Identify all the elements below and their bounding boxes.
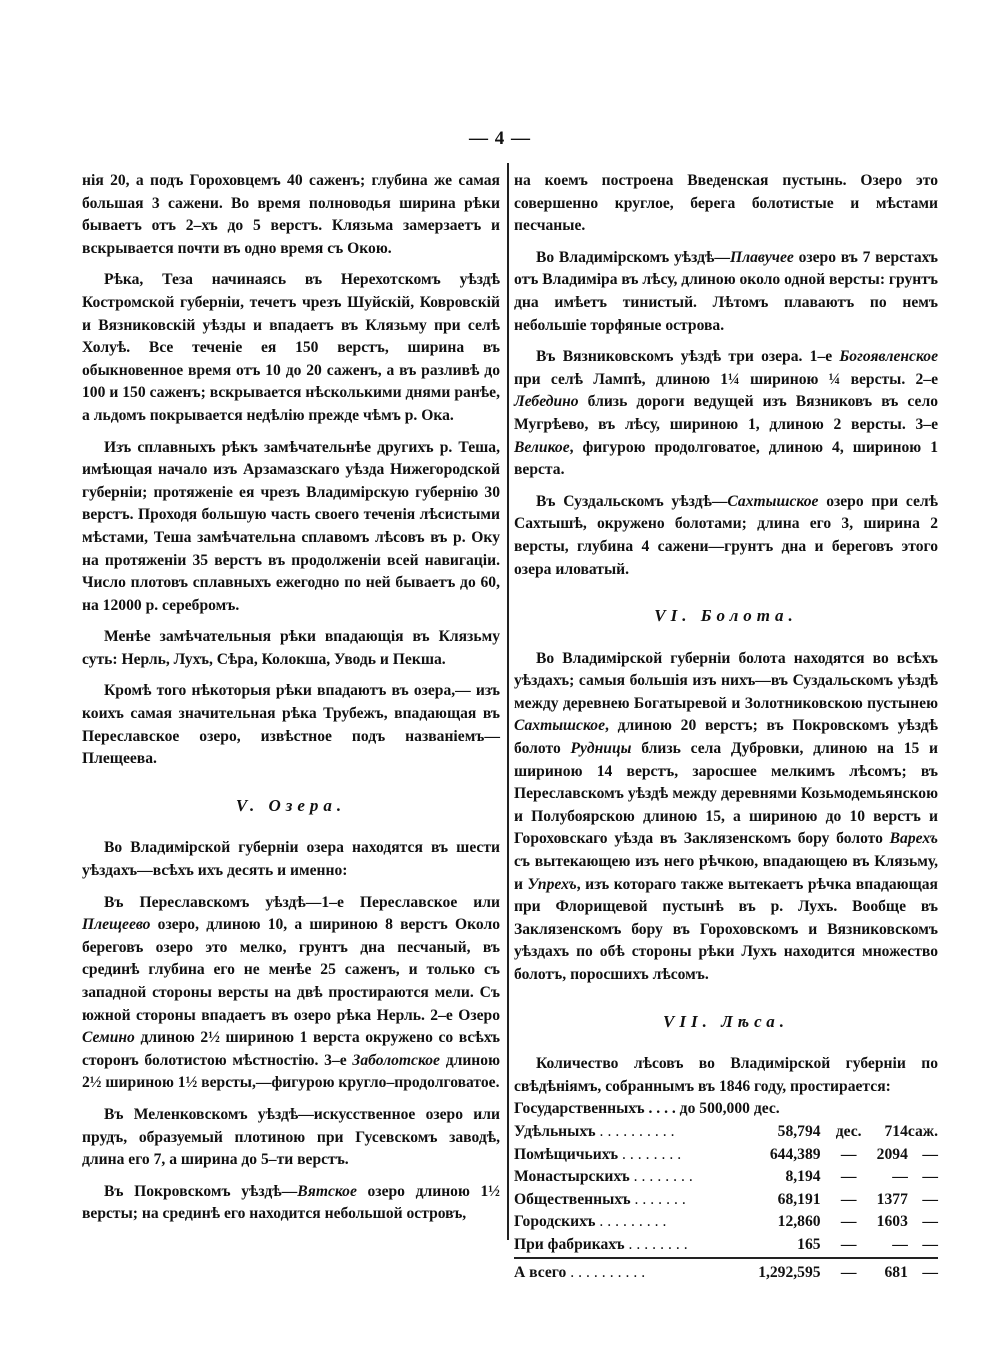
page-number: — 4 — [469, 128, 531, 149]
left-column [82, 170, 500, 1235]
desyatin-value: 58,794 [777, 1122, 821, 1140]
section-title-swamps: VI. Болота. [654, 606, 798, 626]
paragraph-melenki: Въ Меленковскомъ уѣздѣ—искусственное озеро или прудъ, образуемый плотиною при Гусевскомъ заводѣ, длина его 7, а ширина до 5–ти верстъ. [82, 1105, 500, 1169]
text: съ вытекающею изъ него рѣчкою, впадающею въ Клязьму, и [514, 853, 938, 893]
table-total-row [514, 1258, 938, 1285]
text: Въ Вязниковскомъ уѣздѣ три озера. 1–е [536, 348, 840, 366]
row-label [514, 1258, 734, 1285]
unit: дес. [835, 1122, 862, 1140]
text: озеро, длиною 10, а шириною 8 верстъ Около береговъ озеро это мелко, грунтъ дна песчаный, въ срединѣ глубина его не менѣе 25 саженъ, и только съ западной стороны версты на двѣ простираются мели. Съ южной стороны впадаетъ въ озеро рѣка Нерль. 2–е Озеро [82, 916, 500, 1024]
text: , длиною 20 верстъ; въ Покровскомъ уѣздѣ болото [514, 717, 938, 758]
label: Городскихъ [514, 1213, 596, 1231]
label: Монастырскихъ [514, 1168, 630, 1186]
row-label [514, 1121, 734, 1144]
desyatin-total: 1,292,595 [734, 1258, 829, 1285]
row-label [514, 1166, 734, 1189]
label: Удѣльныхъ [514, 1122, 596, 1140]
text: длиною 2½ шириною 1½ версты,—фигурою кругло–продолговатое. [82, 1051, 501, 1092]
table-row [514, 1211, 938, 1234]
paragraph-teza: Рѣка, Теза начинаясь въ Нерехотскомъ уѣздѣ Костромской губерніи, течетъ чрезъ Шуйскій, Ковровскій и Вязниковскій уѣзды и впадаетъ въ Клязьму при селѣ Холуѣ. Все теченіе ея 150 верстъ, ширина въ обыкновенное время отъ 10 до 20 саженъ, а въ разливѣ до 100 и 150 саженъ; вскрывается нѣсколькими днями ранѣе, а льдомъ покрывается недѣлію прежде чѣмъ р. Ока. [82, 271, 500, 424]
row-label [514, 1189, 734, 1212]
desyatin-value: 165 [797, 1235, 821, 1253]
table-row [514, 1189, 938, 1212]
unit: — [829, 1258, 869, 1285]
lake-name-lebedino: Лебедино [514, 393, 579, 411]
lake-name-sakhtyshskoe: Сахтышское [727, 492, 819, 510]
label: А всего [514, 1263, 567, 1281]
paragraph-lesser-rivers: Менѣе замѣчательныя рѣки впадающія въ Клязьму суть: Нерль, Лухъ, Сѣра, Колокша, Уводь и Пекша. [82, 628, 500, 668]
sazhen-value: 2094 [876, 1145, 908, 1163]
text: озеро при селѣ Сахтышѣ, окружено болотами; длина его 3, ширина 2 версты, глубина 4 сажени—грунтъ дна и береговъ этого озера иловатый. [514, 492, 938, 578]
dots: ........ [621, 1145, 686, 1163]
row-label [514, 1144, 734, 1167]
desyatin-value: 12,860 [777, 1213, 821, 1231]
sazhen-value: 714 [884, 1122, 908, 1140]
row-label [514, 1211, 734, 1234]
text: близь дороги ведущей изъ Вязниковъ въ село Мугрѣево, въ лѣсу, шириною 1, длиною 2 версты. 3–е [514, 393, 938, 433]
section-title-forests: VII. Лѣса. [663, 1011, 789, 1031]
unit: — [908, 1258, 938, 1285]
column-divider [507, 163, 509, 1240]
forest-state-row: Государственныхъ . . . . до 500,000 дес. [514, 1100, 780, 1118]
dots: .......... [570, 1263, 650, 1281]
paragraph-pokrov-lake [82, 1181, 500, 1226]
unit: — [922, 1168, 938, 1186]
sazhen-value: 1603 [876, 1213, 908, 1231]
paragraph-vladimir-lake [514, 247, 938, 337]
section-title-lakes: V. Озера. [235, 795, 347, 815]
desyatin-value: 8,194 [785, 1168, 821, 1186]
lake-name-vyatskoe: Вятское [297, 1182, 357, 1200]
unit: — [840, 1213, 857, 1231]
swamp-name-sakhtyshskoe: Сахтышское [514, 717, 605, 735]
label: При фабрикахъ [514, 1235, 625, 1253]
table-row [514, 1234, 938, 1258]
text: Въ Суздальскомъ уѣздѣ— [536, 492, 728, 510]
text: Въ Переславскомъ уѣздѣ—1–е Переславское или [104, 893, 500, 911]
text: при селѣ Лампѣ, длиною 1¼ шириною ¼ версты. 2–е [514, 370, 938, 388]
table-row [514, 1166, 938, 1189]
forest-table [514, 1121, 938, 1284]
text: , фигурою продолговатое, длиною 4, шириною 1 верста. [514, 438, 938, 479]
swamp-name-uprekh: Упрехъ [527, 875, 577, 893]
paragraph-pereslavl-lakes [82, 892, 500, 1095]
lake-name-velikoe: Великое [514, 438, 570, 456]
table-row [514, 1144, 938, 1167]
dots: .......... [599, 1122, 679, 1140]
sazhen-total: 681 [869, 1258, 908, 1285]
paragraph-forests-intro: Количество лѣсовъ во Владимірской губерніи по свѣдѣніямъ, собраннымъ въ 1846 году, простирается: [514, 1055, 938, 1095]
paragraph-klyazma-end: нія 20, а подъ Гороховцемъ 40 саженъ; глубина же самая большая 3 сажени. Во время полноводья ширина рѣки бываетъ отъ 2–хъ до 5 верстъ. Клязьма замерзаетъ и вскрывается почти въ одно время съ Окою. [82, 172, 500, 257]
unit: — [922, 1145, 938, 1163]
unit: — [922, 1235, 938, 1253]
unit: саж. [907, 1122, 938, 1140]
desyatin-value: 68,191 [777, 1190, 821, 1208]
unit: — [840, 1145, 857, 1163]
lake-name-semino: Семино [82, 1029, 135, 1047]
sazhen-value: — [892, 1168, 908, 1186]
text: , изъ котораго также вытекаетъ рѣчка впадающая при Флорищевой пустынѣ въ р. Лухъ. Вообще въ Заклязенскомъ бору въ Гороховскомъ и Вязниковскомъ уѣздахъ по обѣ стороны рѣки Лухъ находится множество болотъ, поросшихъ лѣсомъ. [514, 875, 938, 983]
sazhen-value: — [892, 1235, 908, 1253]
paragraph-suzdal-lake [514, 491, 938, 581]
lake-name-zabolotskoe: Заболотское [352, 1051, 440, 1069]
text: Въ Покровскомъ уѣздѣ— [104, 1182, 298, 1200]
row-label [514, 1234, 734, 1258]
dots: ........ [628, 1235, 692, 1253]
paragraph-tesha: Изъ сплавныхъ рѣкъ замѣчательнѣе другихъ р. Теша, имѣющая начало изъ Арзамазскаго уѣзда Нижегородской губерніи; протяженіе ея чрезъ Владимірскую губернію 30 верстъ. Проходя большую часть своего теченія лѣсистыми мѣстами, Теша замѣчательна сплавомъ лѣсовъ въ р. Оку на протяженіи 35 верстъ въ продолженіи всей навигаціи. Число плотовъ сплавныхъ ежегодно по ней бываетъ до 60, на 12000 р. серебромъ. [82, 438, 500, 614]
desyatin-value: 644,389 [769, 1145, 821, 1163]
paragraph-swamps [514, 648, 938, 987]
sazhen-value: 1377 [876, 1190, 908, 1208]
lake-name-plavuchee: Плавучее [729, 248, 794, 266]
unit: — [922, 1213, 938, 1231]
unit: — [840, 1168, 857, 1186]
swamp-name-rudnitsy: Рудницы [570, 740, 632, 758]
text: близь села Дубровки, длиною на 15 и шириною 14 верстъ, заросшее мелкимъ лѣсомъ; въ Переславскомъ уѣздѣ между деревнями Козьмодемьянскою и Полубоярскою длиною 15, а шириною до 10 верстъ и Гороховскаго уѣзда въ Заклязенскомъ бору болото [514, 740, 939, 848]
label: Помѣщичьихъ [514, 1145, 619, 1163]
lake-name-bogoyavlenskoe: Богоявленское [839, 348, 938, 366]
swamp-name-varekh: Варехъ [889, 830, 938, 848]
unit: — [922, 1190, 938, 1208]
dots: ....... [634, 1190, 690, 1208]
paragraph-trubezh: Кромѣ того нѣкоторыя рѣки впадаютъ въ озера,— изъ коихъ самая значительная рѣка Трубежъ, впадающая въ Переславское озеро, извѣстное подъ названіемъ—Плещеева. [82, 682, 500, 768]
label: Общественныхъ [514, 1190, 631, 1208]
paragraph-vyazniki-lakes [514, 346, 938, 482]
paragraph-vvedenskaya: на коемъ построена Введенская пустынь. Озеро это совершенно круглое, берега болотистые и мѣстами песчаные. [514, 172, 938, 235]
dots: ........ [633, 1168, 697, 1186]
text: озеро въ 7 верстахъ отъ Владиміра въ лѣсу, длиною около одной версты: грунтъ дна имѣетъ тинистый. Лѣтомъ плаваютъ по немъ небольшіе торфяные острова. [514, 248, 938, 334]
text: озеро длиною 1½ версты; на срединѣ его находится небольшой островъ, [82, 1182, 500, 1223]
unit: — [840, 1235, 857, 1253]
text: Во Владимірскомъ уѣздѣ— [536, 248, 730, 266]
lake-name-pleshcheevo: Плещеево [82, 916, 151, 934]
unit: — [840, 1190, 857, 1208]
dots: ......... [599, 1213, 671, 1231]
paragraph-lakes-intro: Во Владимірской губерніи озера находятся въ шести уѣздахъ—всѣхъ ихъ десять и именно: [82, 839, 500, 880]
text: Во Владимірской губерніи болота находятся во всѣхъ уѣздахъ; самыя большія изъ нихъ—въ Суздальскомъ уѣздѣ между деревнею Богатыревой и Золотниковскою пустынею [514, 649, 938, 712]
text: длиною 2½ шириною 1 верста окружено со всѣхъ сторонъ болотистою мѣстностію. 3–е [82, 1029, 500, 1069]
right-column [514, 170, 938, 1284]
table-row [514, 1121, 938, 1144]
